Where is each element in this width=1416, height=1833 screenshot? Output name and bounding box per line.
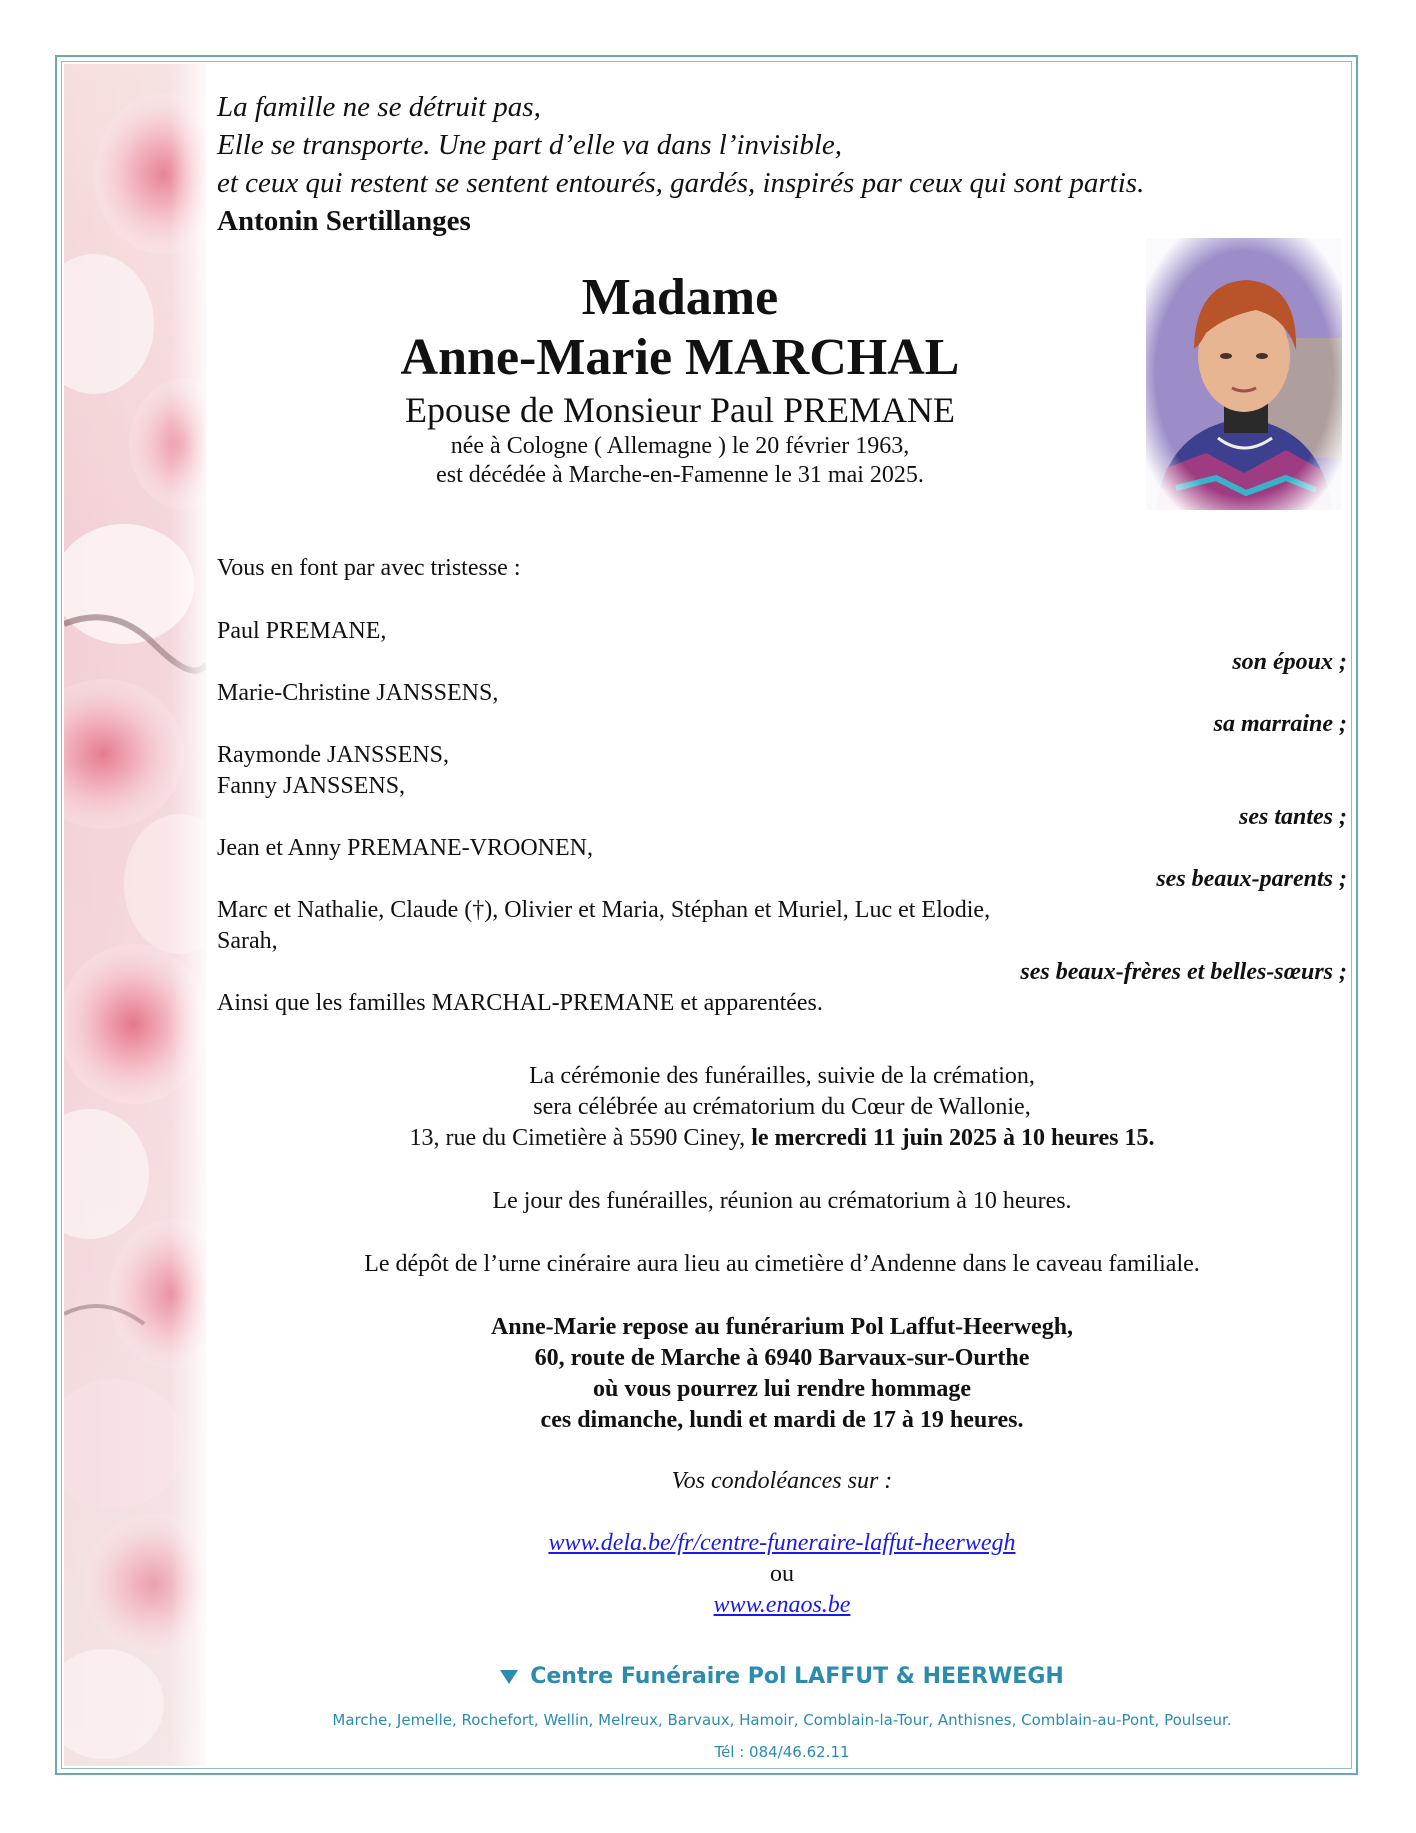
- quote-line: Elle se transporte. Une part d’elle va dans l’invisible,: [217, 129, 843, 161]
- ceremony-datetime: le mercredi 11 juin 2025 à 10 heures 15.: [751, 1125, 1155, 1151]
- intro-text: Vous en font par avec tristesse :: [217, 555, 521, 581]
- condolences-link-enaos[interactable]: www.enaos.be: [713, 1592, 851, 1618]
- condolences-link-dela[interactable]: www.dela.be/fr/centre-funeraire-laffut-heerwegh: [548, 1530, 1016, 1556]
- family-member-name: Sarah,: [217, 928, 278, 954]
- family-relation: ses beaux-parents ;: [1156, 866, 1347, 892]
- epigraph-quote: [217, 88, 1267, 240]
- quote-line: et ceux qui restent se sentent entourés, gardés, inspirés par ceux qui sont partis.: [217, 167, 1145, 199]
- repose-line: ces dimanche, lundi et mardi de 17 à 19 heures.: [540, 1407, 1024, 1433]
- portrait-photo: [1146, 238, 1342, 510]
- repose-block: [217, 1312, 1347, 1436]
- funeral-home-name: Centre Funéraire Pol LAFFUT & HEERWEGH: [530, 1664, 1064, 1689]
- portrait-illustration: [1146, 238, 1342, 510]
- spacer: [217, 1497, 1347, 1528]
- repose-line: 60, route de Marche à 6940 Barvaux-sur-Ourthe: [534, 1345, 1030, 1371]
- funeral-home-title: [217, 1664, 1347, 1689]
- family-relation: ses tantes ;: [1239, 804, 1347, 830]
- ceremony-line: sera célébrée au crématorium du Cœur de Wallonie,: [533, 1094, 1031, 1120]
- condolences-label: Vos condoléances sur :: [671, 1468, 893, 1494]
- family-relation: ses beaux-frères et belles-sœurs ;: [1020, 959, 1347, 985]
- urn-text: Le dépôt de l’urne cinéraire aura lieu au cimetière d’Andenne dans le caveau familiale.: [364, 1251, 1200, 1277]
- honorific: Madame: [581, 269, 779, 326]
- cherry-blossom-strip: [64, 64, 206, 1766]
- family-member-name: Marc et Nathalie, Claude (†), Olivier et Maria, Stéphan et Muriel, Luc et Elodie,: [217, 897, 991, 923]
- spouse-line: Epouse de Monsieur Paul PREMANE: [405, 390, 955, 430]
- funeral-home-places: Marche, Jemelle, Rochefort, Wellin, Melreux, Barvaux, Hamoir, Comblain-la-Tour, Anthisnes, Comblain-au-Pont, Poulseur.: [332, 1711, 1232, 1729]
- family-list: [217, 616, 1347, 1019]
- funeral-home-phone: Tél : 084/46.62.11: [714, 1743, 850, 1761]
- family-member-name: Fanny JANSSENS,: [217, 773, 406, 799]
- death-line: est décédée à Marche-en-Famenne le 31 mai 2025.: [436, 462, 924, 488]
- repose-line: Anne-Marie repose au funérarium Pol Laffut-Heerwegh,: [490, 1314, 1074, 1340]
- family-relation: sa marraine ;: [1213, 711, 1347, 737]
- families-line: Ainsi que les familles MARCHAL-PREMANE et apparentées.: [217, 990, 823, 1016]
- birth-line: née à Cologne ( Allemagne ) le 20 février 1963,: [450, 433, 910, 459]
- ceremony-address: 13, rue du Cimetière à 5590 Ciney,: [409, 1125, 746, 1151]
- ceremony-block: [217, 1061, 1347, 1154]
- repose-line: où vous pourrez lui rendre hommage: [592, 1376, 971, 1402]
- family-member-name: Jean et Anny PREMANE-VROONEN,: [217, 835, 593, 861]
- quote-author: Antonin Sertillanges: [217, 205, 471, 237]
- condolences-block: [217, 1466, 1347, 1621]
- ceremony-address-line: [217, 1123, 1347, 1154]
- deceased-header: [300, 268, 1060, 490]
- triangle-down-icon: [500, 1670, 518, 1684]
- quote-line: La famille ne se détruit pas,: [217, 91, 541, 123]
- family-relation: son époux ;: [1232, 649, 1347, 675]
- ceremony-line: La cérémonie des funérailles, suivie de la crémation,: [529, 1063, 1035, 1089]
- reunion-text: Le jour des funérailles, réunion au crématorium à 10 heures.: [492, 1188, 1072, 1214]
- deceased-name: Anne-Marie MARCHAL: [400, 329, 960, 386]
- family-member-name: Raymonde JANSSENS,: [217, 742, 450, 768]
- family-member-name: Paul PREMANE,: [217, 618, 387, 644]
- blossom-illustration: [64, 64, 206, 1766]
- or-text: ou: [770, 1561, 794, 1587]
- family-member-name: Marie-Christine JANSSENS,: [217, 680, 499, 706]
